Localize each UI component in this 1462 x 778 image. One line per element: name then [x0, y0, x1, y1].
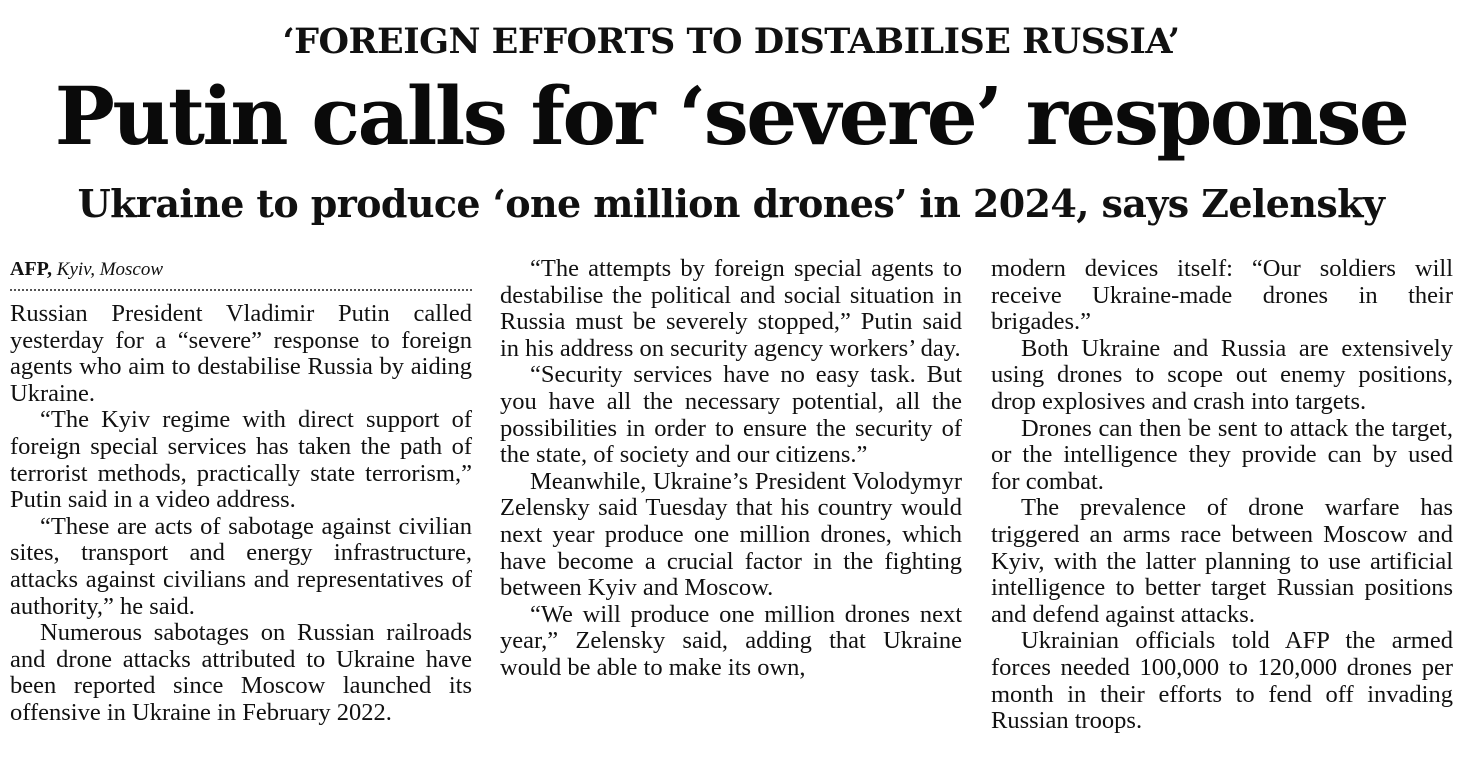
subheadline: Ukraine to produce ‘one million drones’ in 2024, says Zelensky [77, 181, 1385, 226]
paragraph: “The Kyiv regime with direct support of foreign special services has taken the path of terrorist methods, practically state terrorism,” Putin said in a video address. [10, 406, 472, 514]
paragraph: Meanwhile, Ukraine’s President Volodymyr Zelensky said Tuesday that his country would next year produce one million drones, which have become a crucial factor in the fighting between Kyiv and Moscow. [500, 467, 962, 602]
byline-location: Kyiv, Moscow [56, 259, 164, 280]
paragraph: Numerous sabotages on Russian railroads and drone attacks attributed to Ukraine have been reported since Moscow launched its offensive in Ukraine in February 2022. [10, 619, 472, 726]
paragraph: “Security services have no easy task. But you have all the necessary potential, all the possibilities in order to ensure the security of the state, of society and our citizens.” [500, 361, 962, 469]
paragraph: The prevalence of drone warfare has triggered an arms race between Moscow and Kyiv, with the latter planning to use artificial intelligence to better target Russian positions and defend against attacks. [991, 494, 1453, 628]
paragraph: Ukrainian officials told AFP the armed forces needed 100,000 to 120,000 drones per month in their efforts to fend off invading Russian troops. [991, 627, 1453, 735]
paragraph: Russian President Vladimir Putin called yesterday for a “severe” response to foreign agents who aim to destabilise Russia by aiding Ukraine. [10, 300, 472, 407]
paragraph: modern devices itself: “Our soldiers will receive Ukraine-made drones in their brigades.” [991, 255, 1453, 336]
paragraph: Drones can then be sent to attack the target, or the intelligence they provide can by used for combat. [991, 414, 1453, 495]
byline [10, 256, 472, 291]
paragraph: “We will produce one million drones next year,” Zelensky said, adding that Ukraine would be able to make its own, [500, 600, 962, 681]
article-column-2 [500, 256, 962, 682]
paragraph: “These are acts of sabotage against civilian sites, transport and energy infrastructure, attacks against civilians and representatives of authority,” he said. [10, 512, 472, 620]
paragraph: Both Ukraine and Russia are extensively using drones to scope out enemy positions, drop explosives and crash into targets. [991, 334, 1453, 415]
byline-agency: AFP, [10, 258, 53, 280]
article-column-3 [991, 256, 1453, 735]
headline: Putin calls for ‘severe’ response [54, 69, 1408, 163]
article-column-1 [10, 256, 472, 727]
kicker: ‘FOREIGN EFFORTS TO DISTABILISE RUSSIA’ [282, 21, 1180, 62]
paragraph: “The attempts by foreign special agents to destabilise the political and social situation in Russia must be severely stopped,” Putin said in his address on security agency workers’ day. [500, 255, 962, 362]
